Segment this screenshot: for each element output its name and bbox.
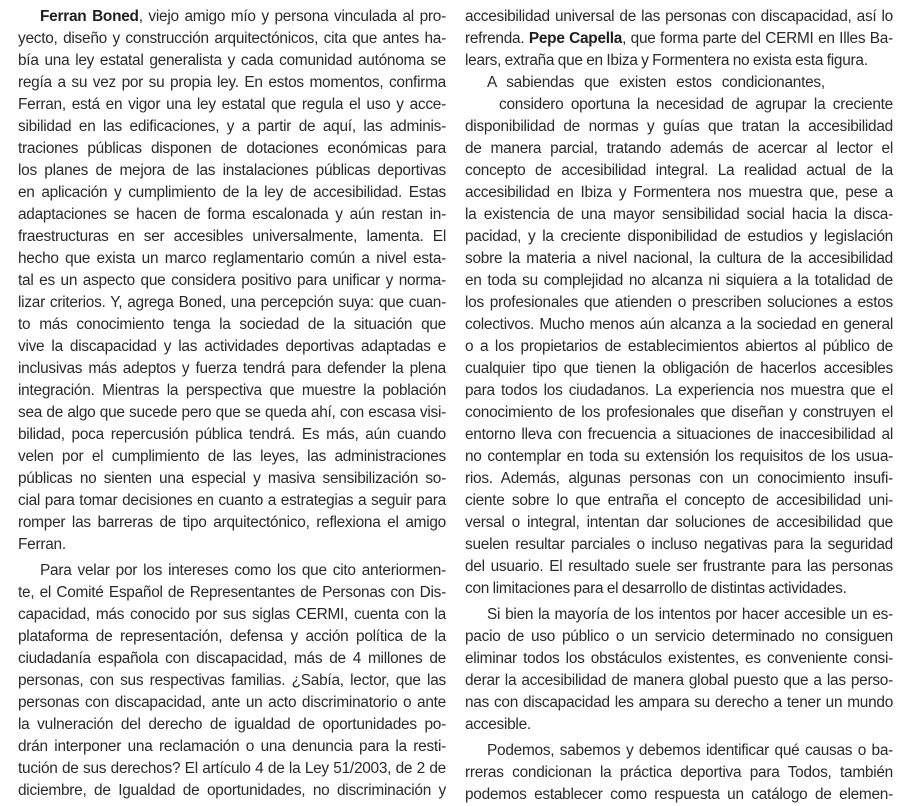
text-line: concepto de accesibilidad integral. La realidad actual de la <box>465 162 893 179</box>
paragraph-continuation <box>465 6 893 72</box>
text-line: romper las barreras de tipo arquitectónico, reflexiona el amigo <box>18 514 446 531</box>
text-line: plataforma de representación, defensa y acción política de la <box>18 628 446 645</box>
text-line: accesibilidad en Ibiza y Formentera nos muestra que, pese a <box>465 184 893 201</box>
text-line: o a los propietarios de establecimientos abiertos al público de <box>465 338 893 355</box>
text-line: no contemplar en toda su extensión los requisitos de los usua- <box>465 448 893 465</box>
text-line: fraestructuras en ser accesibles universalmente, lamenta. El <box>18 228 446 245</box>
text-line: la existencia de una mayor sensibilidad social hacia la disca- <box>465 206 893 223</box>
text-line: los planes de mejora de las instalaciones públicas deportivas <box>18 162 446 179</box>
text-line: accesibilidad universal de las personas con discapacidad, así lo <box>465 8 893 25</box>
text-line: velen por el cumplimiento de las leyes, las administraciones <box>18 448 446 465</box>
text-line: del usuario. El resultado suele ser frustrante para las personas <box>465 558 893 575</box>
text-line: ciente sobre lo que entraña el concepto de accesibilidad uni- <box>465 492 893 509</box>
text-line: cualquier tipo que tienen la obligación de hacerlos accesibles <box>465 360 893 377</box>
person-name-ferran-boned: Ferran Boned <box>40 8 139 25</box>
text-line: de manera parcial, tratando además de acercar al lector el <box>465 140 893 157</box>
text-line: drán interponer una reclamación o una denuncia para la resti- <box>18 738 446 755</box>
paragraph-si-bien <box>465 604 893 736</box>
text-line: para todos los ciudadanos. La experiencia nos muestra que el <box>465 382 893 399</box>
text-line: A sabiendas que existen estos condicionantes, <box>487 74 825 91</box>
text-line: traciones públicas disponen de dotaciones económicas para <box>18 140 446 157</box>
text-line: sobre la materia a nivel nacional, la cultura de la accesibilidad <box>465 250 893 267</box>
text-line: Ferran. <box>18 536 66 553</box>
text-line: la vulneración del derecho de igualdad de oportunidades po- <box>18 716 446 733</box>
text-line: lizar criterios. Y, agrega Boned, una percepción suya: que cuan- <box>18 294 446 311</box>
text-line: diciembre, de Igualdad de oportunidades, no discriminación y <box>18 782 446 799</box>
text-line: podemos establecer como respuesta un catálogo de elemen- <box>465 786 893 803</box>
text-line: derar la accesibilidad de manera global puesto que a las perso- <box>465 672 893 689</box>
text-line: cial para tomar decisiones en cuanto a estrategias a seguir para <box>18 492 446 509</box>
text-line: Para velar por los intereses como los que cito anteriormen- <box>40 562 446 579</box>
text-line: colectivos. Mucho menos aún alcanza a la sociedad en general <box>465 316 893 333</box>
text-line: bilidad, poca repercusión pública tendrá. Es más, aún cuando <box>18 426 446 443</box>
paragraph-podemos <box>465 740 893 806</box>
text-line: Ferran, está en vigor una ley estatal que regula el uso y acce- <box>18 96 446 113</box>
text-line: nas con discapacidad les ampara su derecho a tener un mundo <box>465 694 893 711</box>
text-line: to más conocimiento tenga la sociedad de la situación que <box>18 316 446 333</box>
text-line: rios. Además, algunas personas con un conocimiento insufi- <box>465 470 893 487</box>
text-line: los profesionales que atienden o prescriben soluciones a estos <box>465 294 893 311</box>
paragraph-cermi <box>18 560 446 802</box>
text-line: conocimiento de los profesionales que diseñan y construyen el <box>465 404 893 421</box>
text-line: en toda su complejidad no alcanza ni siquiera a la totalidad de <box>465 272 893 289</box>
text-line: en aplicación y cumplimiento de la ley de accesibilidad. Estas <box>18 184 446 201</box>
text-line: eliminar todos los obstáculos existentes, es conveniente consi- <box>465 650 893 667</box>
paragraph-ferran-boned <box>18 6 446 556</box>
text-line: Si bien la mayoría de los intentos por hacer accesible un es- <box>487 606 893 623</box>
text-line: personas, con sus respectivas familias. ¿Sabía, lector, que las <box>18 672 446 689</box>
text-line: vive la discapacidad y las actividades deportivas adaptadas e <box>18 338 446 355</box>
text-line: ciudadanía española con discapacidad, más de 4 millones de <box>18 650 446 667</box>
text-line: accesible. <box>465 716 531 733</box>
text-line: sibilidad en las edificaciones, y a partir de aquí, las adminis- <box>18 118 446 135</box>
text-line: públicas no sienten una especial y masiva sensibilización so- <box>18 470 446 487</box>
text-line: hecho que exista un marco reglamentario común a nivel esta- <box>18 250 446 267</box>
text-line: considero oportuna la necesidad de agrupar la creciente <box>499 96 893 113</box>
text-line: pacio de uso público o un servicio determinado no consiguen <box>465 628 893 645</box>
text-line: versal o integral, intentan dar soluciones de accesibilidad que <box>465 514 893 531</box>
text-line: regía a su vez por su propia ley. En estos momentos, confirma <box>18 74 446 91</box>
text-line: personas con discapacidad, ante un acto discriminatorio o ante <box>18 694 446 711</box>
text-line: lears, extraña que en Ibiza y Formentera no exista esta figura. <box>465 52 868 69</box>
left-column <box>18 6 446 802</box>
paragraph-a-sabiendas <box>465 72 893 600</box>
text-line: refrenda. Pepe Capella, que forma parte del CERMI en Illes Ba- <box>465 30 893 47</box>
text-line: pacidad, y la creciente disponibilidad de estudios y legislación <box>465 228 893 245</box>
text-line: Ferran Boned, viejo amigo mío y persona vinculada al pro- <box>40 8 446 25</box>
right-column <box>465 6 893 806</box>
text-line: rreras condicionan la práctica deportiva para Todos, también <box>465 764 893 781</box>
text-line: Podemos, sabemos y debemos identificar qué causas o ba- <box>487 742 893 759</box>
text-line: integración. Mientras la perspectiva que muestre la población <box>18 382 446 399</box>
text-line: tución de sus derechos? El artículo 4 de la Ley 51/2003, de 2 de <box>18 760 446 777</box>
text-line: te, el Comité Español de Representantes de Personas con Dis- <box>18 584 446 601</box>
person-name-pepe-capella: Pepe Capella <box>528 30 623 47</box>
text-line: bía una ley estatal generalista y cada comunidad autónoma se <box>18 52 446 69</box>
text-line: capacidad, más conocido por sus siglas CERMI, cuenta con la <box>18 606 446 623</box>
text-line: suelen resultar parciales o incluso negativas para la seguridad <box>465 536 893 553</box>
text-line: disponibilidad de normas y guías que tratan la accesibilidad <box>465 118 893 135</box>
text-line: inclusivas más adeptos y fuerza tendrá para defender la plena <box>18 360 446 377</box>
text-line: sea de algo que sucede pero que se queda ahí, con escasa visi- <box>18 404 446 421</box>
text-line: entorno lleva con frecuencia a situaciones de inaccesibilidad al <box>465 426 893 443</box>
text-line: con limitaciones para el desarrollo de distintas actividades. <box>465 580 847 597</box>
text-line: yecto, diseño y construcción arquitectónicos, cita que antes ha- <box>18 30 446 47</box>
text-line: adaptaciones se hacen de forma escalonada y aún restan in- <box>18 206 446 223</box>
text-line: tal es un aspecto que considera positivo para unificar y norma- <box>18 272 446 289</box>
